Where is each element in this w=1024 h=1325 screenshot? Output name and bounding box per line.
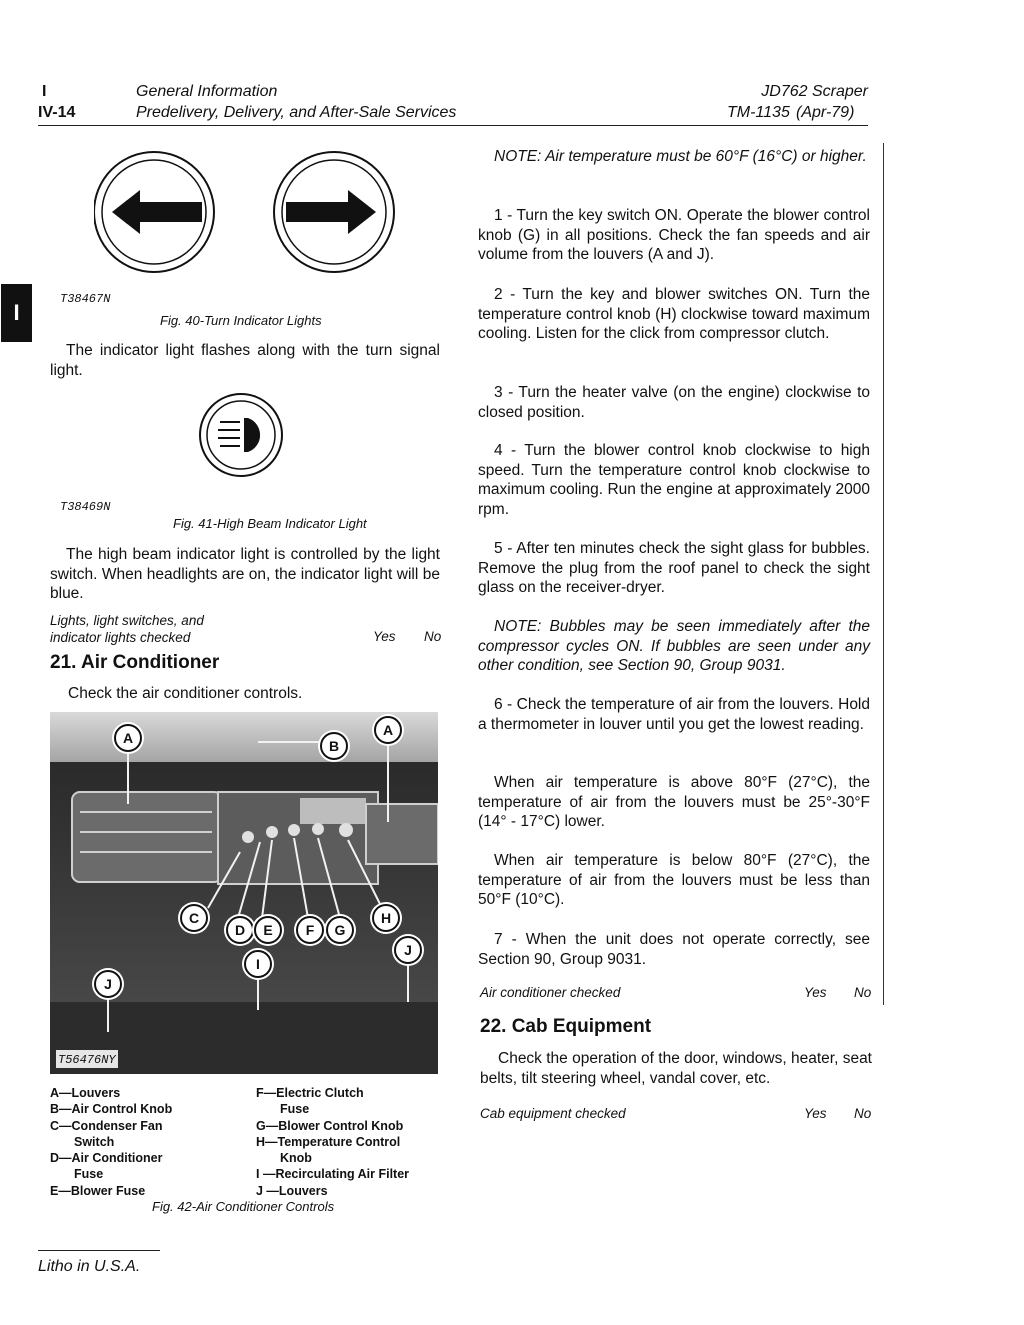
callout-a-left: A [114,724,142,752]
fig40-text: The indicator light flashes along with the turn signal light. [50,342,440,379]
heading-cab-equipment: 22. Cab Equipment [480,1016,652,1037]
step-5: 5 - After ten minutes check the sight glass for bubbles. Remove the plug from the roof panel to check the sight glass on the receiver-dryer. [478,540,870,596]
high-beam-lamp-figure [198,392,288,482]
callout-j-right: J [394,936,422,964]
step-7: 7 - When the unit does not operate correctly, see Section 90, Group 9031. [478,931,870,968]
ac-checked-label: Air conditioner checked [480,985,621,1000]
callout-b: B [320,732,348,760]
para-above-80f: When air temperature is above 80°F (27°C), the temperature of air from the louvers must be 25°-30°F (14° - 17°C) lower. [478,774,870,830]
ac-no: No [854,985,872,1000]
callout-g: G [326,916,354,944]
left-arrow-lamp [94,152,214,272]
legend-right: F—Electric Clutch Fuse G—Blower Control Knob H—Temperature Control Knob I —Recirculating Air Filter J —Louvers [256,1086,410,1198]
callout-h: H [372,904,400,932]
callout-f: F [296,916,324,944]
fig41-caption: Fig. 41-High Beam Indicator Light [173,516,367,531]
callout-c: C [180,904,208,932]
footer-litho: Litho in U.S.A. [38,1258,141,1275]
callout-i: I [244,950,272,978]
column-rule [883,143,884,1005]
cab-yes: Yes [804,1106,827,1121]
header-model: JD762 Scraper [761,83,868,100]
para-below-80f: When air temperature is below 80°F (27°C), the temperature of air from the louvers must be less than 50°F (10°C). [478,852,870,908]
lights-checked-label: Lights, light switches, and indicator lights checked [50,613,204,645]
header-subtitle: Predelivery, Delivery, and After-Sale Services [136,104,457,121]
cab-no: No [854,1106,872,1121]
callout-a-right: A [374,716,402,744]
right-arrow-lamp [274,152,394,272]
photo-callouts [50,712,438,1074]
lights-yes: Yes [373,629,396,644]
callout-e: E [254,916,282,944]
turn-indicator-lights-figure [94,150,404,280]
photo-code: T56476NY [56,1050,118,1068]
step-1: 1 - Turn the key switch ON. Operate the blower control knob (G) in all positions. Check the fan speeds and air volume from the louvers (A and J). [478,207,870,263]
step-3: 3 - Turn the heater valve (on the engine) clockwise to closed position. [478,384,870,421]
heading-air-conditioner: 21. Air Conditioner [50,652,220,673]
step-2: 2 - Turn the key and blower switches ON. Turn the temperature control knob (H) clockwise toward maximum cooling. Listen for the click from compressor clutch. [478,286,870,342]
callout-j-left: J [94,970,122,998]
ac-intro: Check the air conditioner controls. [68,685,303,702]
header-date: (Apr-79) [796,104,855,121]
cab-checked-label: Cab equipment checked [480,1106,626,1121]
fig40-caption: Fig. 40-Turn Indicator Lights [160,313,322,328]
lights-no: No [424,629,442,644]
header-manual: TM-1135 [727,104,790,121]
side-tab: I [1,284,32,342]
header-category: General Information [136,83,278,100]
fig40-code: T38467N [60,292,111,306]
fig41-code: T38469N [60,500,111,514]
step-6: 6 - Check the temperature of air from the louvers. Hold a thermometer in louver until you get the lowest reading. [478,696,870,733]
legend-left: A—Louvers B—Air Control Knob C—Condenser Fan Switch D—Air Conditioner Fuse E—Blower Fuse [50,1086,173,1198]
cab-text: Check the operation of the door, windows, heater, seat belts, tilt steering wheel, vandal cover, etc. [480,1050,872,1087]
ac-yes: Yes [804,985,827,1000]
fig42-caption: Fig. 42-Air Conditioner Controls [152,1199,335,1214]
page-number: IV-14 [38,104,76,121]
note-bubbles: NOTE: Bubbles may be seen immediately after the compressor cycles ON. If bubbles are seen under any other condition, see Section 90, Group 9031. [478,618,870,674]
section-roman: I [42,83,47,100]
note-air-temperature: NOTE: Air temperature must be 60°F (16°C) or higher. [494,148,867,165]
callout-d: D [226,916,254,944]
fig41-text: The high beam indicator light is controlled by the light switch. When headlights are on, the indicator light will be blue. [50,546,440,602]
footer-rule [38,1250,160,1251]
step-4: 4 - Turn the blower control knob clockwise to high speed. Turn the temperature control knob clockwise to maximum cooling. Run the engine at approximately 2000 rpm. [478,442,870,518]
header-rule [38,125,868,126]
